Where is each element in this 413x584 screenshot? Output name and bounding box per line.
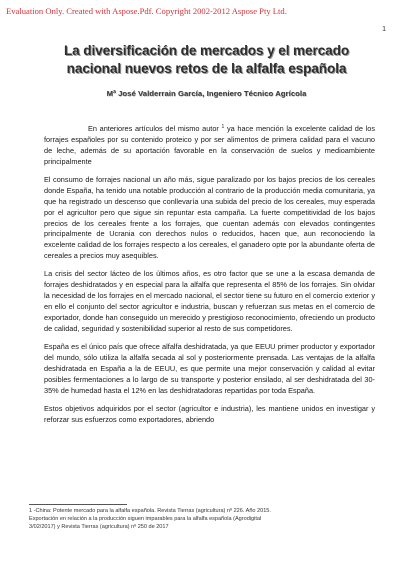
page-number: 1	[382, 26, 386, 33]
paragraph-1-text-start: En anteriores artículos del mismo autor	[88, 124, 222, 133]
footnote-divider	[29, 504, 127, 505]
paragraph-3: La crisis del sector lácteo de los últimos años, es otro factor que se une a la escasa demanda de forrajes deshidratados y en especial para la alfalfa que representa el 85% de los forrajes. Sin olvidar la necesidad de los forrajes en el mercado nacional, el sector tiene su futuro en el comercio exterior y en ello el conjunto del sector agricultor e industria, buscan y refuerzan sus metas en el comercio de exportador, donde han conseguido un merecido y prestigioso reconocimiento, ofreciendo un producto de calidad, seguridad y sostenibilidad superior al resto de sus competidores.	[44, 269, 375, 333]
footnote	[29, 507, 359, 532]
paragraph-1	[44, 124, 375, 168]
author-line: Mª José Valderrain García, Ingeniero Técnico Agrícola	[106, 89, 307, 98]
title-line-1: La diversificación de mercados y el mercado	[63, 43, 350, 58]
footnote-line-1: 1 -China: Potente mercado para la alfalfa española. Revista Tierras (agricultura) nº 226. Año 2015.	[29, 508, 271, 514]
paragraph-4: España es el único país que ofrece alfalfa deshidratada, ya que EEUU primer productor y exportador del mundo, sólo utiliza la alfalfa secada al sol y posteriormente prensada. Las ventajas de la alfalfa deshidratada en España a la de EEUU, es que permite una mejor conservación y calidad al evitar posibles fermentaciones a lo largo de su transporte y posterior ensilado, al ser deshidratada del 30-35% de humedad hasta el 12% en las deshidratadoras repartidas por toda España.	[44, 342, 375, 395]
footnote-line-2: Exportación en relación a la producción siguen imparables para la alfalfa española (Agrodigital	[29, 516, 262, 523]
article-title	[40, 42, 373, 78]
paragraph-2: El consumo de forrajes nacional un año más, sigue paralizado por los bajos precios de los cereales donde España, ha tenido una notable producción al contrario de la producción media comunitaria, ya que ha registrado un descenso que conllevaría una subida del precio de los cereales, muy esperada por el agricultor pero que sigue sin repuntar esta campaña. La fuerte competitividad de los bajos precios de los cereales frente a los forrajes, que cuentan además con elevados contingentes principalmente de Ucrania con derechos nulos o reducidos, hacen que, aun reconociendo la excelente calidad de los forrajes respecto a los cereales, el ganadero opte por la abundante oferta de cereales a precios muy asequibles.	[44, 174, 375, 261]
watermark-text: Evaluation Only. Created with Aspose.Pdf. Copyright 2002-2012 Aspose Pty Ltd.	[6, 6, 287, 16]
paragraph-5: Estos objetivos adquiridos por el sector (agricultor e industria), les mantiene unidos en investigar y reforzar sus esfuerzos como exportadores, abriendo	[44, 404, 375, 424]
footnote-line-3: 3/02/2017) y Revista Tierras (agricultura) nº 250 de 2017	[29, 524, 169, 531]
title-line-2: nacional nuevos retos de la alfalfa española	[66, 61, 347, 76]
footnote-ref: 1	[221, 124, 225, 130]
article-body	[44, 124, 375, 433]
paragraph-1-text-end: ya hace mención la excelente calidad de los forrajes españoles por su contenido proteico y por ser alimentos de primera calidad para el vacuno de leche, además de su aportación favorable en la conservación de suelos y medioambiente principalmente	[44, 124, 375, 166]
